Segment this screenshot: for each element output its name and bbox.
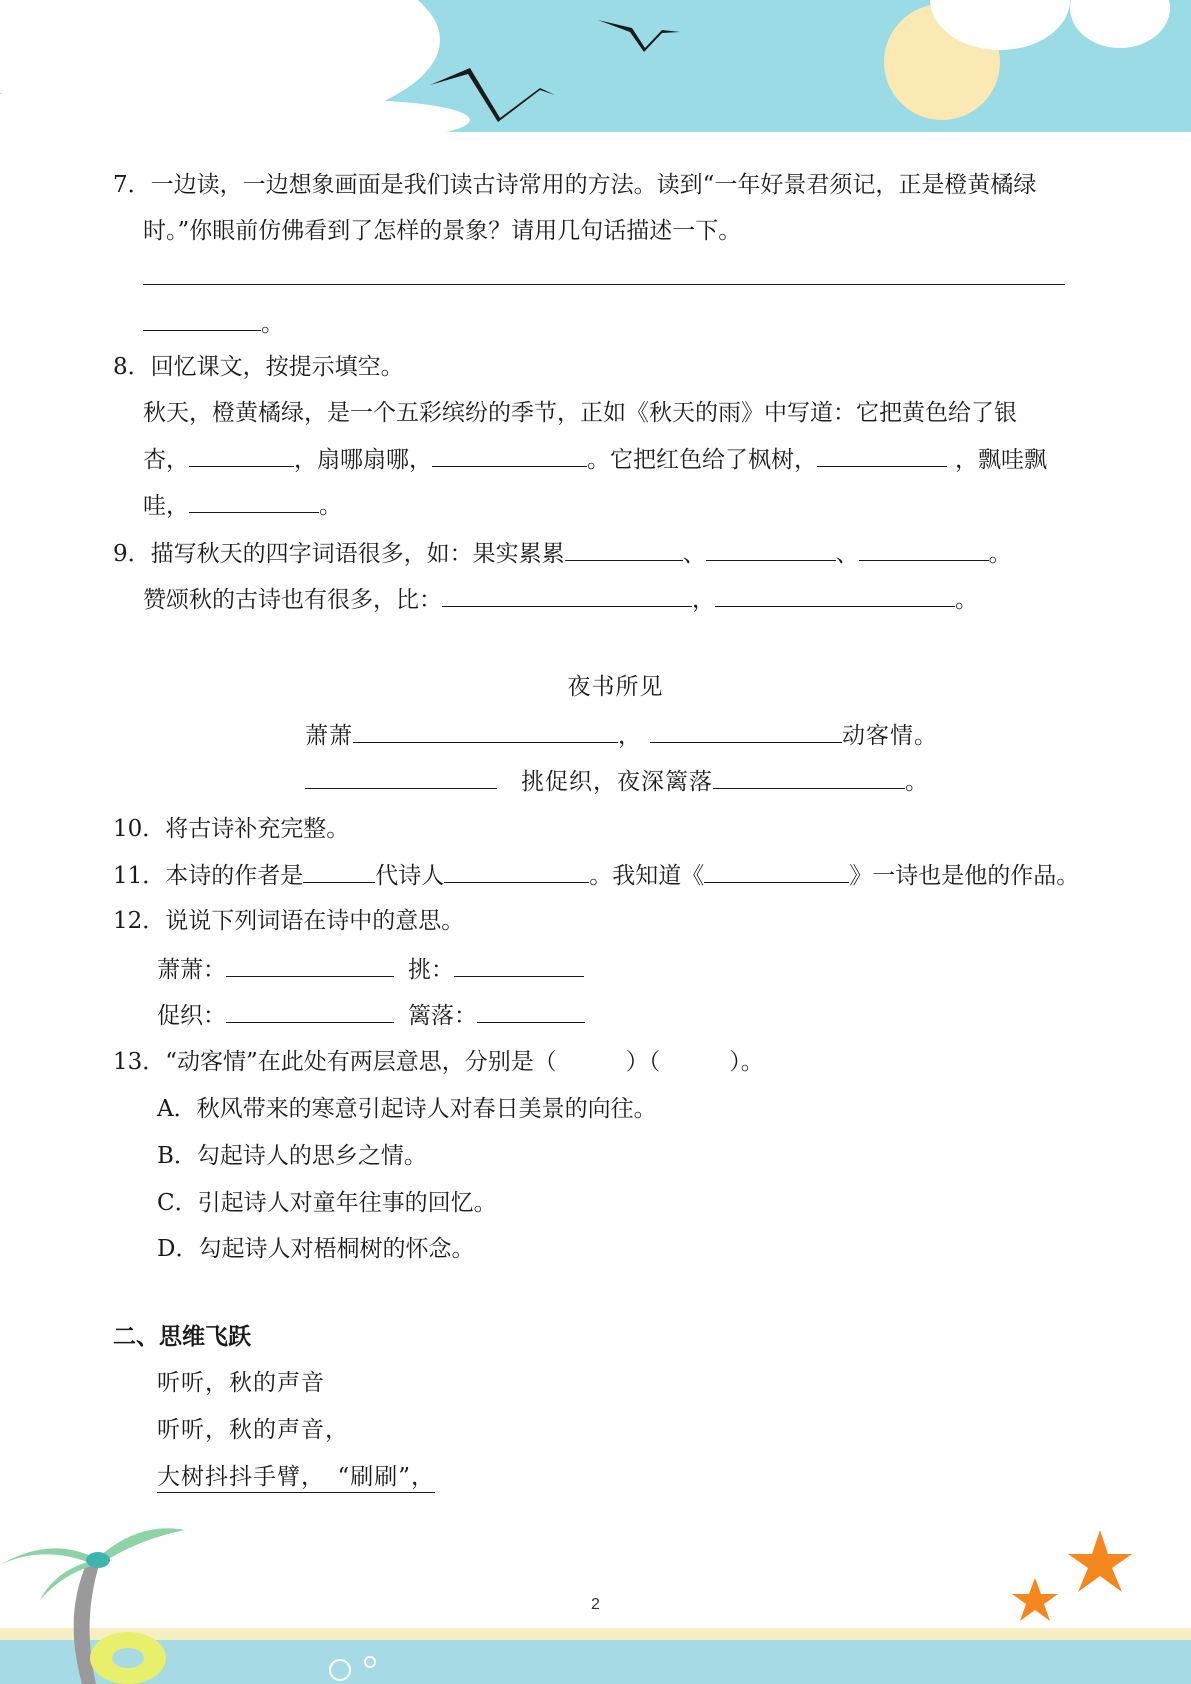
blank-q9-2[interactable] xyxy=(706,538,836,561)
blank-poem-3[interactable] xyxy=(305,766,497,789)
question-12-row1: 萧萧： 挑： xyxy=(157,954,584,985)
answer-blank-q7-end[interactable]: 。 xyxy=(143,308,284,339)
blank-q9-3[interactable] xyxy=(859,538,989,561)
poem-title: 夜书所见 xyxy=(567,674,664,700)
blank-q9-1[interactable] xyxy=(565,538,683,561)
question-8-line2: 杏， ，扇哪扇哪， 。它把红色给了枫树， ，飘哇飘 xyxy=(143,444,1047,475)
question-8: 8．回忆课文，按提示填空。 xyxy=(113,354,404,380)
option-b[interactable]: B．勾起诗人的思乡之情。 xyxy=(157,1143,427,1169)
blank-q8-3[interactable] xyxy=(817,444,947,467)
question-7: 7．一边读，一边想象画面是我们读古诗常用的方法。读到“一年好景君须记，正是橙黄橘绿 xyxy=(113,172,1037,198)
option-c[interactable]: C．引起诗人对童年往事的回忆。 xyxy=(157,1190,497,1216)
blank-q12-cuzhi[interactable] xyxy=(226,1000,394,1023)
question-9: 9．描写秋天的四字词语很多，如：果实累累 、 、 。 xyxy=(113,538,1012,569)
question-9-line2: 赞颂秋的古诗也有很多，比： ， 。 xyxy=(143,584,978,615)
question-10: 10．将古诗补充完整。 xyxy=(113,816,350,842)
option-d[interactable]: D．勾起诗人对梧桐树的怀念。 xyxy=(157,1236,475,1262)
question-8-line3: 哇， 。 xyxy=(143,490,342,521)
section-2-line-1: 听听，秋的声音 xyxy=(157,1370,325,1396)
question-12-row2: 促织： 篱落： xyxy=(157,1000,585,1031)
blank-q8-2[interactable] xyxy=(432,444,587,467)
question-11: 11．本诗的作者是 代诗人 。我知道《 》一诗也是他的作品。 xyxy=(113,860,1079,891)
blank-q12-xiaoxiao[interactable] xyxy=(226,954,394,977)
section-2-line-3: 大树抖抖手臂， “刷刷”， xyxy=(157,1462,435,1492)
question-7-line2: 时。”你眼前仿佛看到了怎样的景象？请用几句话描述一下。 xyxy=(143,218,742,244)
answer-blank-q7[interactable] xyxy=(143,262,1065,293)
footer-beach-illustration xyxy=(0,1520,1191,1684)
blank-q11-dynasty[interactable] xyxy=(303,860,375,883)
question-12: 12．说说下列词语在诗中的意思。 xyxy=(113,908,465,934)
question-8-line1: 秋天，橙黄橘绿，是一个五彩缤纷的季节，正如《秋天的雨》中写道：它把黄色给了银 xyxy=(143,400,1017,426)
blank-q12-tiao[interactable] xyxy=(454,954,584,977)
blank-q11-poet[interactable] xyxy=(444,860,589,883)
page-number: 2 xyxy=(591,1596,600,1613)
blank-poem-2[interactable] xyxy=(650,720,842,743)
section-2-line-2: 听听，秋的声音， xyxy=(157,1417,349,1443)
poem-line-2: 挑促织，夜深篱落 。 xyxy=(305,766,929,797)
blank-q9-5[interactable] xyxy=(715,584,955,607)
section-2-title: 二、思维飞跃 xyxy=(113,1324,251,1350)
starfish-icon xyxy=(1012,1578,1058,1621)
starfish-icon xyxy=(1068,1530,1132,1592)
blank-q8-4[interactable] xyxy=(189,490,319,513)
blank-q8-1[interactable] xyxy=(189,444,294,467)
blank-q12-liluo[interactable] xyxy=(477,1000,585,1023)
poem-line-1: 萧萧 ， 动客情。 xyxy=(305,720,938,751)
blank-poem-4[interactable] xyxy=(713,766,905,789)
question-13: 13．“动客情”在此处有两层意思，分别是（ ）（ ）。 xyxy=(113,1049,764,1075)
blank-q11-work[interactable] xyxy=(704,860,849,883)
blank-poem-1[interactable] xyxy=(353,720,618,743)
blank-q9-4[interactable] xyxy=(442,584,692,607)
option-a[interactable]: A．秋风带来的寒意引起诗人对春日美景的向往。 xyxy=(157,1096,657,1122)
